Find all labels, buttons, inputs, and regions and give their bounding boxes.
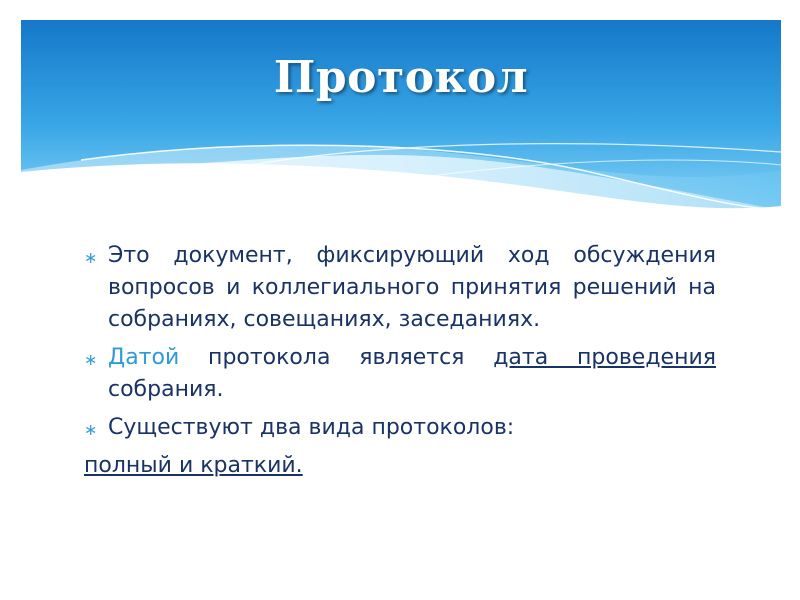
bullet-text: протокола является [179, 345, 494, 370]
asterisk-bullet-icon: ∗ [84, 350, 98, 369]
header-wave-graphic [21, 20, 781, 220]
bullet-text: Существуют два вида протоколов: [108, 415, 515, 440]
header-band [21, 20, 781, 220]
highlighted-term: Датой [108, 345, 180, 370]
underlined-term: дата проведения [493, 345, 716, 370]
bullet-item-types [84, 412, 716, 444]
bullet-text: Это документ, фиксирующий ход обсуждения вопросов и коллегиального принятия решений на собраниях, совещаниях, заседаниях. [108, 243, 716, 332]
bullet-text: собрания. [108, 377, 224, 402]
bullet-item-definition [84, 240, 716, 336]
asterisk-bullet-icon: ∗ [84, 420, 98, 439]
slide-body [84, 240, 716, 482]
types-line: полный и краткий. [84, 453, 303, 478]
bullet-item-date [84, 342, 716, 406]
slide-title: Протокол [273, 52, 529, 103]
asterisk-bullet-icon: ∗ [84, 248, 98, 267]
